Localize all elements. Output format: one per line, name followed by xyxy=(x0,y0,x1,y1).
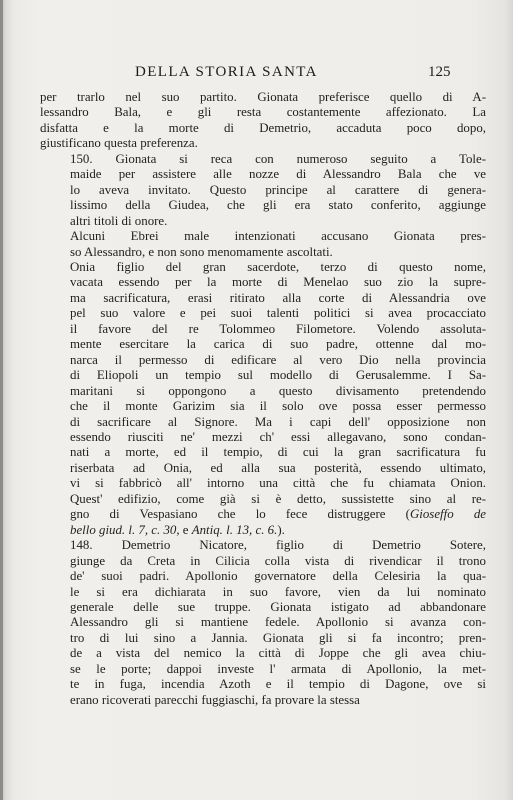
text-line: nati a morte, ed il tempio, di cui la gran sacrificatura fu xyxy=(70,445,486,460)
text-line: riserbata ad Onia, ed alla sua posterità, essendo ultimato, xyxy=(70,460,486,475)
body-text xyxy=(40,90,486,708)
text-line: ma sacrificatura, erasi ritirato alla corte di Alessandria ove xyxy=(70,290,486,305)
running-title: DELLA STORIA SANTA xyxy=(135,64,318,80)
text-line: di Eliopoli un tempio sul modello di Gerusalemme. I Sa- xyxy=(70,368,486,383)
text-line: Alcuni Ebrei male intenzionati accusano Gionata pres- xyxy=(70,229,486,244)
text-line: tro di lui sino a Jannia. Gionata gli si fa incontro; pren- xyxy=(70,630,486,645)
text-line: 148. Demetrio Nicatore, figlio di Demetrio Sotere, xyxy=(70,538,486,553)
text-line: bello giud. l. 7, c. 30, e Antiq. l. 13, c. 6.). xyxy=(70,522,285,537)
text-line: de a vista del nemico la città di Joppe che gli avea chiu- xyxy=(70,646,486,661)
text-line: altri titoli di onore. xyxy=(70,213,168,228)
page-number: 125 xyxy=(428,64,451,80)
text-line: lo aveva invitato. Questo principe al carattere di genera- xyxy=(70,182,486,197)
text-line: mente esercitare la carica di suo padre, ottenne dal mo- xyxy=(70,337,486,352)
text-line: per trarlo nel suo partito. Gionata preferisce quello di A- xyxy=(40,90,486,104)
page-gutter-shadow xyxy=(0,0,3,800)
text-line: se le porte; dappoi investe l' armata di Apollonio, la met- xyxy=(70,661,486,676)
text-line: vacata essendo per la morte di Menelao suo zio la supre- xyxy=(70,275,486,290)
text-line: giustificano questa preferenza. xyxy=(40,136,198,151)
text-line: narca il permesso di edificare al vero Dio nella provincia xyxy=(70,352,486,367)
text-line: Quest' edifizio, come già si è detto, sussistette sino al re- xyxy=(70,491,486,506)
text-line: Onia figlio del gran sacerdote, terzo di questo nome, xyxy=(70,259,486,274)
paragraph xyxy=(40,229,486,260)
text-line: le si era dichiarata in suo favore, vien da lui nominato xyxy=(70,584,486,599)
text-line: lessandro Bala, e gli resta costantemente affezionato. La xyxy=(40,105,486,120)
text-line: maide per assistere alle nozze di Alessandro Bala che ve xyxy=(70,167,486,182)
paragraph xyxy=(40,90,486,152)
text-line: pel suo valore e pei suoi talenti politici si avea procacciato xyxy=(70,306,486,321)
text-line: de' suoi padri. Apollonio governatore della Celesiria la qua- xyxy=(70,569,486,584)
text-line: giunge da Creta in Cilicia colla vista di rivendicar il trono xyxy=(70,553,486,568)
text-line: che il monte Garizim sia il solo ove possa esser permesso xyxy=(70,399,486,414)
text-line: erano ricoverati parecchi fuggiaschi, fa provare la stessa xyxy=(70,692,360,707)
paragraph xyxy=(40,538,486,708)
text-line: maritani si oppongono a questo divisamento pretendendo xyxy=(70,383,486,398)
text-line: lissimo della Giudea, che gli era stato conferito, aggiunge xyxy=(70,198,486,213)
text-line: di sacrificare al Signore. Ma i capi dell' opposizione non xyxy=(70,414,486,429)
text-line: il favore del re Tolommeo Filometore. Volendo assoluta- xyxy=(70,321,486,336)
text-line: Alessandro gli si mantiene fedele. Apollonio si avanza con- xyxy=(70,615,486,630)
text-line: essendo riusciti ne' mezzi ch' essi allegavano, sono condan- xyxy=(70,429,486,444)
text-line: generale delle sue truppe. Gionata istigato ad abbandonare xyxy=(70,599,486,614)
text-line: vi si fabbricò all' intorno una città che fu chiamata Onion. xyxy=(70,476,486,491)
paragraph xyxy=(40,260,486,538)
text-line: gno di Vespasiano che lo fece distruggere (Gioseffo de xyxy=(70,507,486,522)
text-line: te in fuga, incendia Azoth e il tempio di Dagone, ove si xyxy=(70,677,486,692)
running-header xyxy=(0,64,513,86)
text-line: so Alessandro, e non sono menomamente ascoltati. xyxy=(70,244,333,259)
text-line: disfatta e la morte di Demetrio, accaduta poco dopo, xyxy=(40,120,486,135)
paragraph xyxy=(40,152,486,229)
text-line: 150. Gionata si reca con numeroso seguito a Tole- xyxy=(70,151,486,166)
